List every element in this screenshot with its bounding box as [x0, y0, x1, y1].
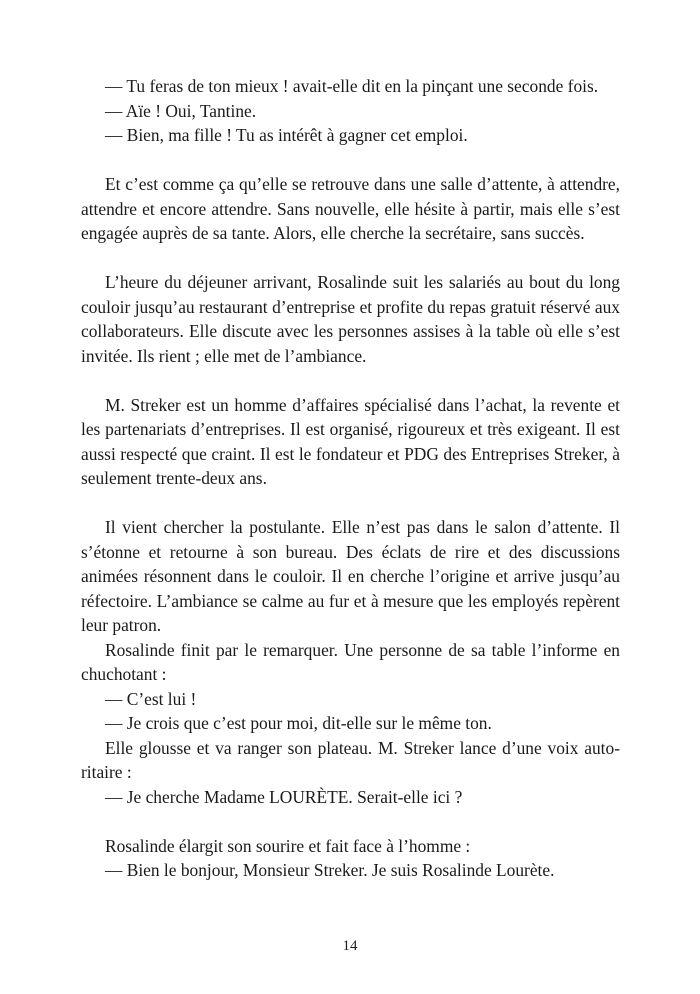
dialogue-line: — Je crois que c’est pour moi, dit-elle sur le même ton.: [105, 713, 492, 733]
paragraph: Rosalinde finit par le remarquer. Une personne de sa table l’informe en chuchotant :: [81, 639, 620, 684]
paragraph-gap: [81, 368, 620, 393]
paragraph: Elle glousse et va ranger son plateau. M. Streker lance d’une voix autoritaire :: [81, 737, 620, 782]
page-body: [81, 74, 620, 883]
page-number: 14: [342, 938, 358, 954]
dialogue-line: — Bien le bonjour, Monsieur Streker. Je suis Rosalinde Lourète.: [105, 860, 555, 880]
dialogue-line: — Aïe ! Oui, Tantine.: [105, 100, 257, 121]
dialogue-line: — C’est lui !: [105, 688, 197, 709]
dialogue-line: — Bien, ma fille ! Tu as intérêt à gagner cet emploi.: [105, 125, 468, 145]
paragraph: M. Streker est un homme d’affaires spécialisé dans l’achat, la revente et les partenariats d’entreprises. Il est organisé, rigoureux et très exigeant. Il est aussi respecté que craint. Il est le fondateur et PDG des Entreprises Streker, à seulement trente-deux ans.: [81, 394, 620, 488]
paragraph: Rosalinde élargit son sourire et fait face à l’homme :: [105, 835, 471, 856]
paragraph: Il vient chercher la postulante. Elle n’est pas dans le salon d’attente. Il s’étonne et retourne à son bureau. Des éclats de rire et des discussions animées résonnent dans le couloir. Il en cherche l’origine et arrive jusqu’au réfectoire. L’ambiance se calme au fur et à mesure que les employés repèrent leur patron.: [81, 517, 620, 635]
paragraph-gap: [81, 246, 620, 271]
paragraph: Et c’est comme ça qu’elle se retrouve dans une salle d’attente, à attendre, attendre et encore attendre. Sans nouvelle, elle hésite à partir, mais elle s’est engagée auprès de sa tante. Alors, elle cherche la secrétaire, sans succès.: [81, 174, 620, 243]
dialogue-line: — Tu feras de ton mieux ! avait-elle dit en la pinçant une seconde fois.: [105, 76, 599, 96]
paragraph-gap: [81, 491, 620, 516]
paragraph: L’heure du déjeuner arrivant, Rosalinde suit les salariés au bout du long couloir jusqu’au restaurant d’entreprise et profite du repas gratuit réservé aux collaborateurs. Elle discute avec les personnes assises à la table où elle s’est invitée. Ils rient ; elle met de l’ambiance.: [81, 272, 620, 366]
paragraph-gap: [81, 148, 620, 173]
dialogue-line: — Je cherche Madame LOURÈTE. Serait-elle ici ?: [105, 786, 463, 807]
paragraph-gap: [81, 809, 620, 834]
